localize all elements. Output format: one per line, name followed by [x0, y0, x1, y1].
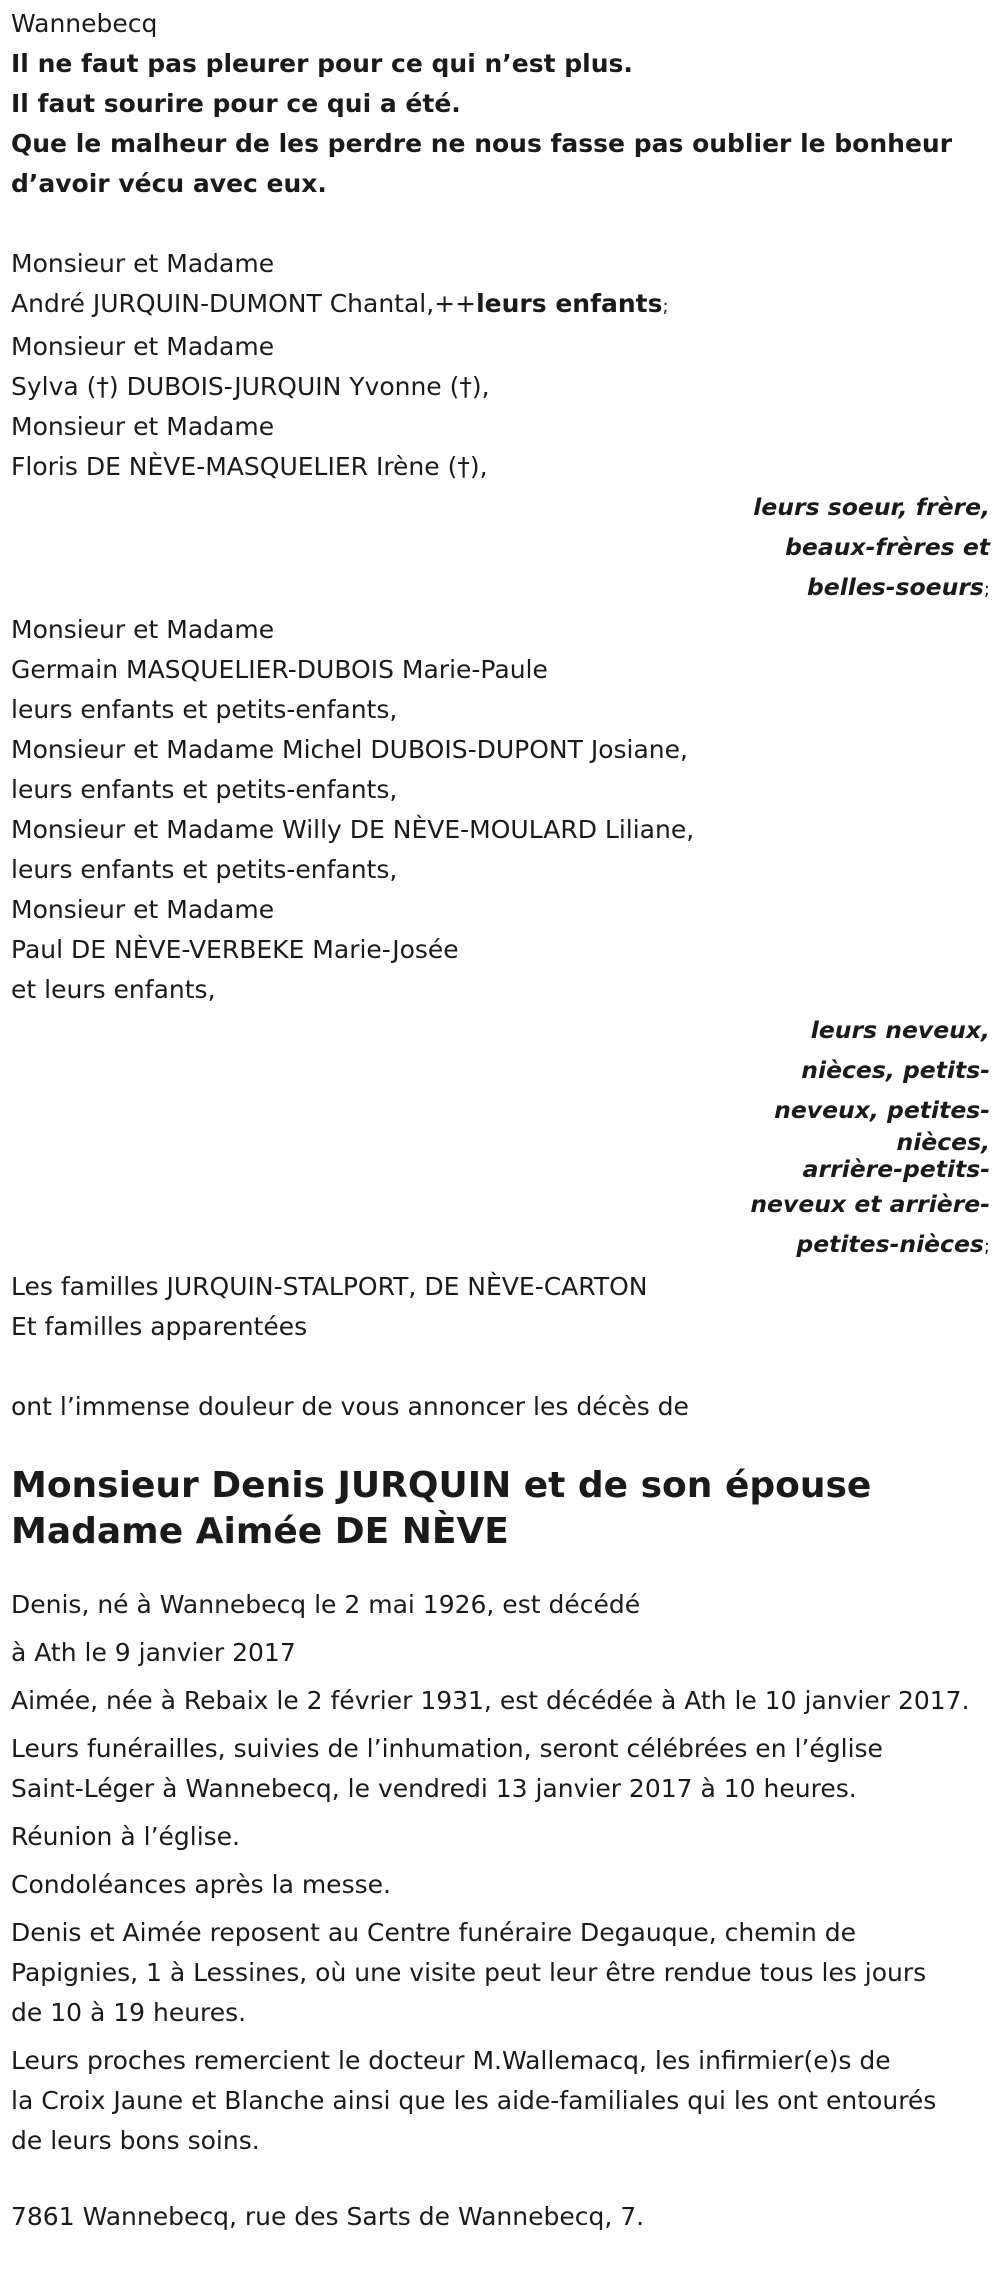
role-line: beaux-frères et [785, 533, 990, 561]
family-line: Monsieur et Madame Michel DUBOIS-DUPONT Josiane, [11, 735, 688, 764]
denis-birth: Denis, né à Wannebecq le 2 mai 1926, est décédé [11, 1590, 641, 1619]
rest-line: Papignies, 1 à Lessines, où une visite peut leur être rendue tous les jours [11, 1958, 927, 1987]
thanks-info [11, 2041, 1000, 2161]
role-line: petites-nièces [796, 1230, 984, 1258]
role-block-siblings [11, 487, 1000, 610]
role-block-nephews [11, 1010, 1000, 1267]
details-block [11, 1585, 1000, 2161]
families-line: Et familles apparentées [11, 1312, 308, 1341]
family-line: leurs enfants et petits-enfants, [11, 775, 398, 804]
role-line: neveux et arrière- [750, 1190, 990, 1218]
rest-line: de 10 à 19 heures. [11, 1998, 247, 2027]
family-line: Monsieur et Madame [11, 332, 275, 361]
family-group-1 [11, 244, 1000, 487]
quote-line: Que le malheur de les perdre ne nous fasse pas oublier le bonheur [11, 129, 953, 158]
semicolon: ; [662, 296, 669, 317]
deceased-line: Monsieur Denis JURQUIN et de son épouse [11, 1465, 872, 1506]
family-line-andre [11, 284, 1000, 327]
family-line: Germain MASQUELIER-DUBOIS Marie-Paule [11, 655, 548, 684]
family-line: Floris DE NÈVE-MASQUELIER Irène (†), [11, 452, 488, 481]
aimee-info: Aimée, née à Rebaix le 2 février 1931, est décédée à Ath le 10 janvier 2017. [11, 1686, 970, 1715]
role-line: nièces, petits- [801, 1056, 990, 1084]
denis-death: à Ath le 9 janvier 2017 [11, 1638, 296, 1667]
address-text: 7861 Wannebecq, rue des Sarts de Wannebecq, 7. [11, 2202, 645, 2231]
funeral-line: Saint-Léger à Wannebecq, le vendredi 13 janvier 2017 à 10 heures. [11, 1774, 857, 1803]
quote-line: Il faut sourire pour ce qui a été. [11, 89, 461, 118]
role-line: leurs neveux, [810, 1016, 990, 1044]
andre-name: André JURQUIN-DUMONT Chantal,++ [11, 289, 477, 318]
thanks-line: de leurs bons soins. [11, 2126, 260, 2155]
thanks-line: Leurs proches remercient le docteur M.Wallemacq, les infirmier(e)s de [11, 2046, 891, 2075]
condolences-info: Condoléances après la messe. [11, 1870, 391, 1899]
family-line: Sylva (†) DUBOIS-JURQUIN Yvonne (†), [11, 372, 490, 401]
meeting-info: Réunion à l’église. [11, 1822, 241, 1851]
funeral-line: Leurs funérailles, suivies de l’inhumation, seront célébrées en l’église [11, 1734, 883, 1763]
family-line: Monsieur et Madame [11, 412, 275, 441]
family-line: et leurs enfants, [11, 975, 216, 1004]
deceased-line: Madame Aimée DE NÈVE [11, 1511, 509, 1552]
family-line: leurs enfants et petits-enfants, [11, 855, 398, 884]
announcement-text: ont l’immense douleur de vous annoncer les décès de [11, 1392, 689, 1421]
quote-block [11, 44, 1000, 204]
rest-line: Denis et Aimée reposent au Centre funéraire Degauque, chemin de [11, 1918, 856, 1947]
quote-line: d’avoir vécu avec eux. [11, 169, 327, 198]
thanks-line: la Croix Jaune et Blanche ainsi que les aide-familiales qui les ont entourés [11, 2086, 937, 2115]
family-line: Paul DE NÈVE-VERBEKE Marie-Josée [11, 935, 459, 964]
family-line: Monsieur et Madame [11, 615, 275, 644]
family-line: Monsieur et Madame [11, 895, 275, 924]
semicolon: ; [983, 579, 990, 600]
funeral-info [11, 1729, 1000, 1809]
role-line: neveux, petites- [774, 1096, 990, 1124]
rest-info [11, 1913, 1000, 2033]
quote-line: Il ne faut pas pleurer pour ce qui n’est plus. [11, 49, 633, 78]
role-line: nièces, [896, 1128, 990, 1156]
semicolon: ; [983, 1236, 990, 1257]
place-name: Wannebecq [11, 9, 158, 38]
family-line: leurs enfants et petits-enfants, [11, 695, 398, 724]
family-line: Monsieur et Madame [11, 249, 275, 278]
role-line: arrière-petits- [802, 1155, 990, 1183]
family-line: Monsieur et Madame Willy DE NÈVE-MOULARD Liliane, [11, 815, 695, 844]
family-group-2 [11, 610, 1000, 1010]
leurs-enfants-bold: leurs enfants [476, 289, 663, 318]
role-line: belles-soeurs [806, 573, 984, 601]
families-block [11, 1267, 1000, 1347]
role-line: leurs soeur, frère, [753, 493, 990, 521]
deceased-title [11, 1463, 1000, 1555]
families-line: Les familles JURQUIN-STALPORT, DE NÈVE-CARTON [11, 1272, 648, 1301]
